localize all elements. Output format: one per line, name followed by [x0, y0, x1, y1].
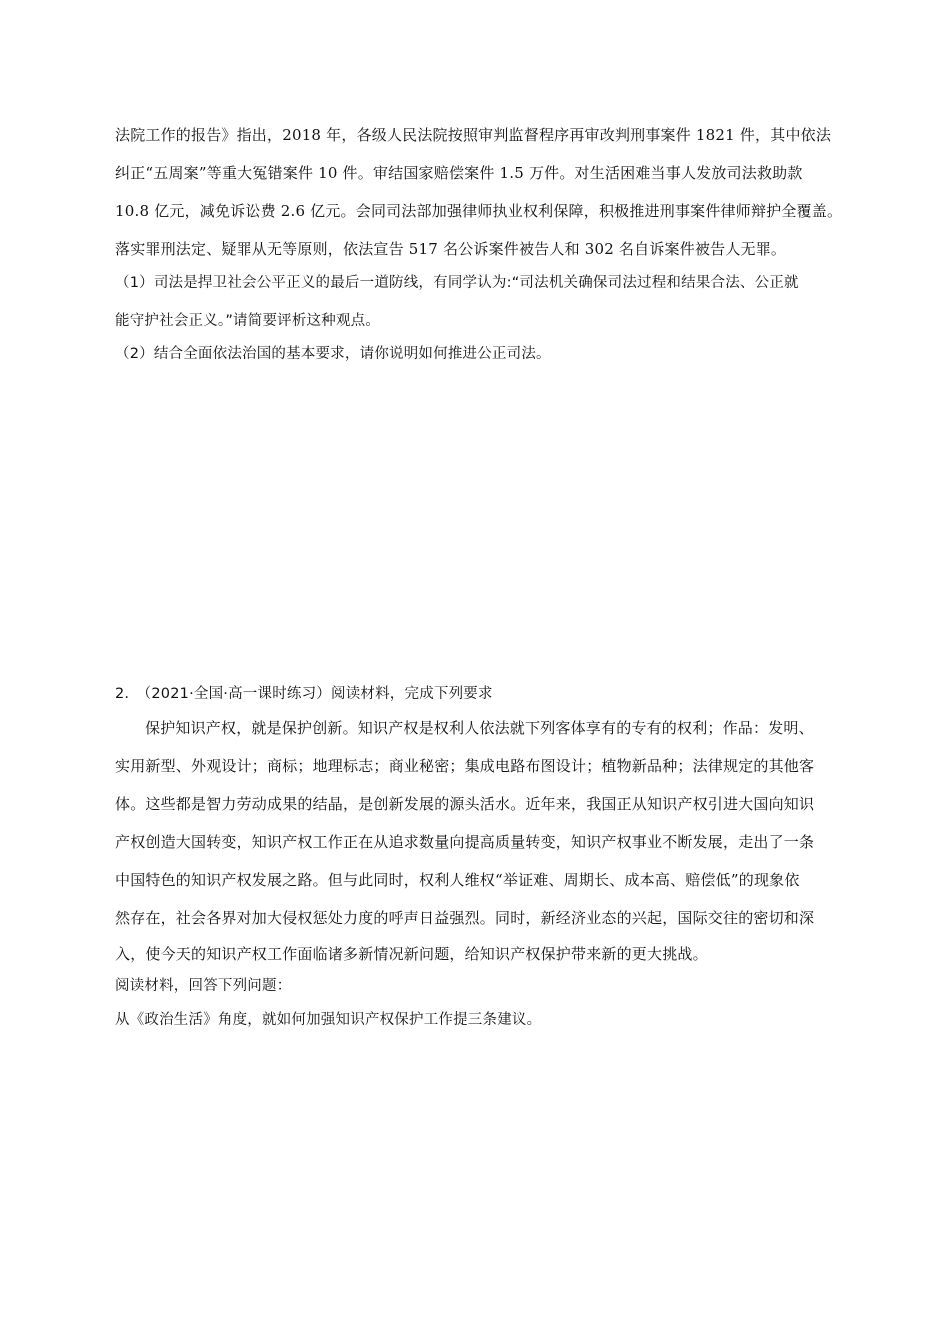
q1-material-line-4: 落实罪刑法定、疑罪从无等原则，依法宣告 517 名公诉案件被告人和 302 名自诉案件被告人无罪。 [115, 240, 787, 258]
q1-subquestion-1-line-2: 能守护社会正义。”请简要评析这种观点。 [115, 313, 381, 329]
q2-material-line-3: 体。这些都是智力劳动成果的结晶，是创新发展的源头活水。近年来，我国正从知识产权引进大国向知识 [115, 795, 815, 813]
q1-subquestion-1-line-1: （1）司法是捍卫社会公平正义的最后一道防线，有同学认为:“司法机关确保司法过程和结果合法、公正就 [115, 275, 799, 291]
q2-header: 2. （2021·全国·高一课时练习）阅读材料，完成下列要求 [115, 686, 493, 702]
q1-material-line-3: 10.8 亿元，减免诉讼费 2.6 亿元。会同司法部加强律师执业权利保障，积极推进刑事案件律师辩护全覆盖。 [115, 202, 843, 220]
q2-material-line-1: 保护知识产权，就是保护创新。知识产权是权利人依法就下列客体享有的专有的权利；作品：发明、 [145, 719, 814, 737]
q2-material-line-4: 产权创造大国转变，知识产权工作正在从追求数量向提高质量转变，知识产权事业不断发展，走出了一条 [115, 833, 815, 851]
q2-question: 从《政治生活》角度，就如何加强知识产权保护工作提三条建议。 [115, 1012, 542, 1028]
q1-subquestion-2: （2）结合全面依法治国的基本要求，请你说明如何推进公正司法。 [115, 346, 551, 362]
q2-material-line-5: 中国特色的知识产权发展之路。但与此同时，权利人维权“举证难、周期长、成本高、赔偿低”的现象依 [115, 871, 800, 889]
q2-material-line-2: 实用新型、外观设计；商标；地理标志；商业秘密；集成电路布图设计；植物新品种；法律规定的其他客 [115, 757, 815, 775]
q1-material-line-1: 法院工作的报告》指出，2018 年，各级人民法院按照审判监督程序再审改判刑事案件 1821 件，其中依法 [115, 126, 832, 144]
q2-material-line-7: 入，使今天的知识产权工作面临诸多新情况新问题，给知识产权保护带来新的更大挑战。 [115, 945, 708, 963]
q1-material-line-2: 纠正“五周案”等重大冤错案件 10 件。审结国家赔偿案件 1.5 万件。对生活困难当事人发放司法救助款 [115, 164, 803, 182]
q2-reading-prompt: 阅读材料，回答下列问题： [115, 978, 292, 994]
q2-material-line-6: 然存在，社会各界对加大侵权惩处力度的呼声日益强烈。同时，新经济业态的兴起，国际交往的密切和深 [115, 909, 815, 927]
